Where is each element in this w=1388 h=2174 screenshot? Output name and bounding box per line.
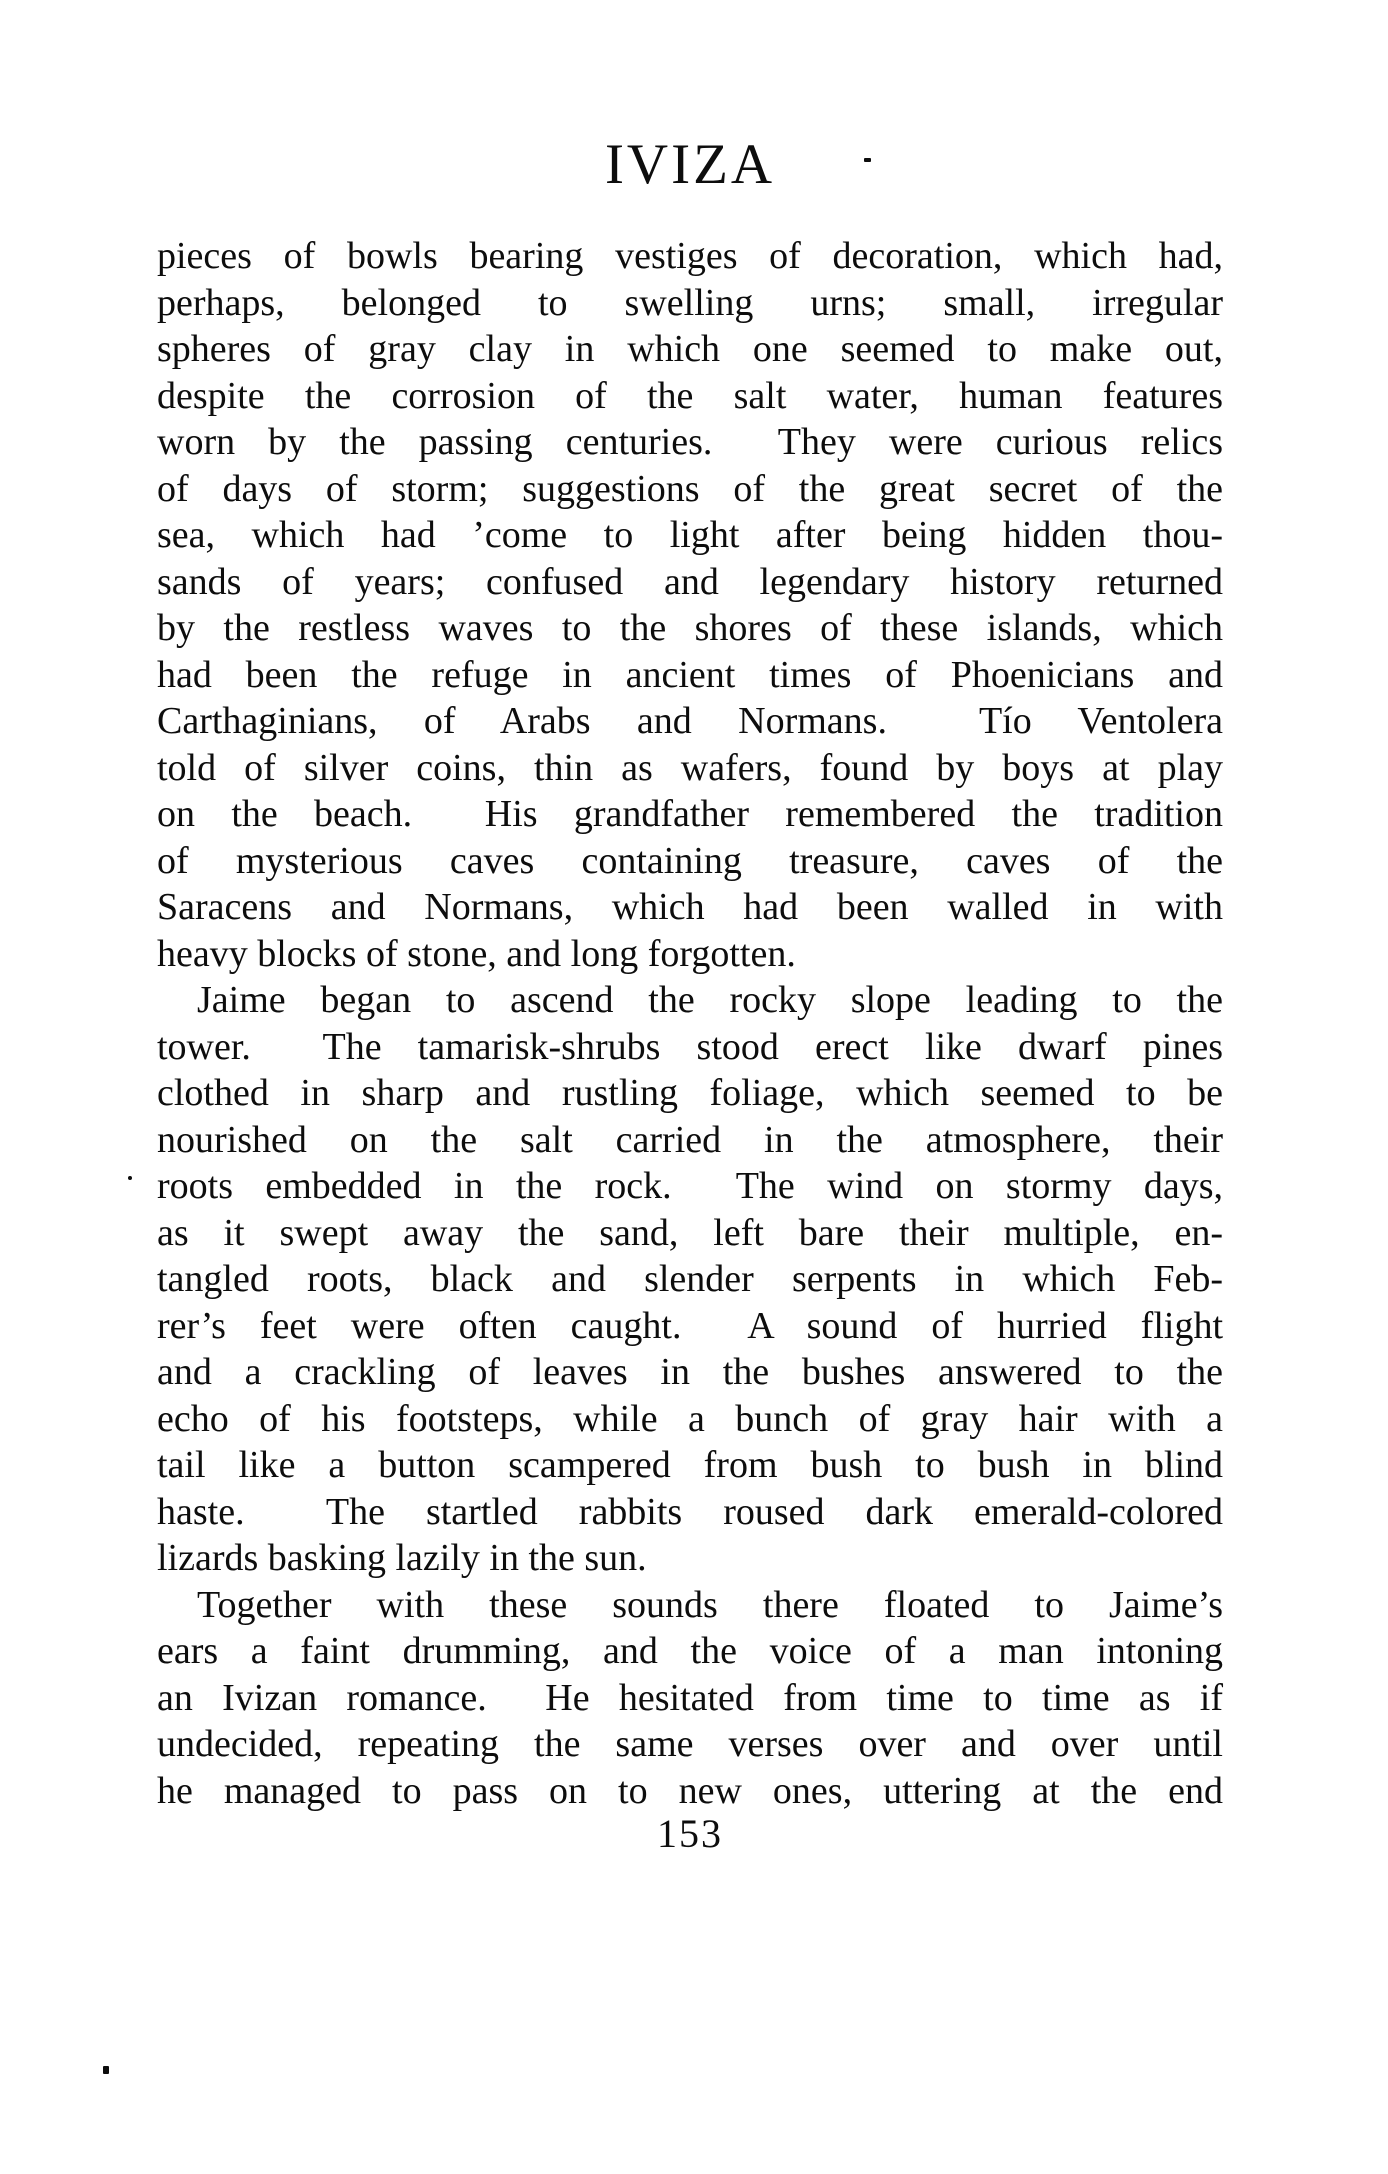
text-line: Saracens and Normans, which had been walled in with — [157, 886, 1223, 928]
text-line: of days of storm; suggestions of the great secret of the — [157, 467, 1223, 510]
text-line: rer’s feet were often caught. A sound of hurried flight — [157, 1304, 1223, 1347]
text-line: perhaps, belonged to swelling urns; small, irregular — [157, 281, 1223, 324]
text-line: haste. The startled rabbits roused dark emerald-colored — [157, 1490, 1223, 1533]
text-line: roots embedded in the rock. The wind on stormy days, — [157, 1165, 1223, 1207]
text-line: tangled roots, black and slender serpents in which Feb- — [157, 1258, 1223, 1300]
text-line: despite the corrosion of the salt water, human features — [157, 374, 1223, 417]
scan-speck — [864, 158, 871, 162]
text-line: sea, which had ’come to light after being hidden thou- — [157, 514, 1223, 556]
text-line: by the restless waves to the shores of these islands, which — [157, 607, 1223, 649]
text-line paragraph-end: lizards basking lazily in the sun. — [157, 1537, 647, 1579]
page-title: IVIZA — [604, 133, 776, 196]
text-line: as it swept away the sand, left bare their multiple, en- — [157, 1211, 1223, 1254]
page-body — [157, 233, 1223, 1814]
text-line: had been the refuge in ancient times of Phoenicians and — [157, 653, 1223, 696]
text-line: of mysterious caves containing treasure, caves of the — [157, 839, 1223, 882]
text-line: pieces of bowls bearing vestiges of decoration, which had, — [157, 235, 1223, 277]
text-line: and a crackling of leaves in the bushes answered to the — [157, 1351, 1223, 1393]
scan-speck — [128, 1176, 132, 1180]
text-line paragraph-start: Jaime began to ascend the rocky slope leading to the — [197, 979, 1223, 1021]
text-line: on the beach. His grandfather remembered the tradition — [157, 793, 1223, 835]
text-line: undecided, repeating the same verses over and over until — [157, 1723, 1223, 1765]
text-line: clothed in sharp and rustling foliage, which seemed to be — [157, 1072, 1223, 1114]
text-line: Carthaginians, of Arabs and Normans. Tío Ventolera — [157, 700, 1223, 742]
text-line paragraph-start: Together with these sounds there floated to Jaime’s — [197, 1583, 1223, 1626]
text-line: sands of years; confused and legendary history returned — [157, 560, 1223, 603]
text-line: ears a faint drumming, and the voice of a man intoning — [157, 1630, 1223, 1672]
text-line paragraph-end: heavy blocks of stone, and long forgotten. — [157, 932, 796, 975]
text-line: tail like a button scampered from bush to bush in blind — [157, 1444, 1223, 1486]
text-line: worn by the passing centuries. They were curious relics — [157, 421, 1223, 463]
text-line: spheres of gray clay in which one seemed to make out, — [157, 328, 1223, 370]
page-number: 153 — [657, 1811, 723, 1856]
text-line: told of silver coins, thin as wafers, found by boys at play — [157, 746, 1223, 789]
text-line: an Ivizan romance. He hesitated from time to time as if — [157, 1676, 1223, 1719]
text-line: tower. The tamarisk-shrubs stood erect like dwarf pines — [157, 1025, 1223, 1068]
scan-speck — [103, 2066, 109, 2074]
text-line: he managed to pass on to new ones, uttering at the end — [157, 1769, 1223, 1812]
text-line: nourished on the salt carried in the atmosphere, their — [157, 1118, 1223, 1161]
text-line: echo of his footsteps, while a bunch of gray hair with a — [157, 1397, 1223, 1440]
